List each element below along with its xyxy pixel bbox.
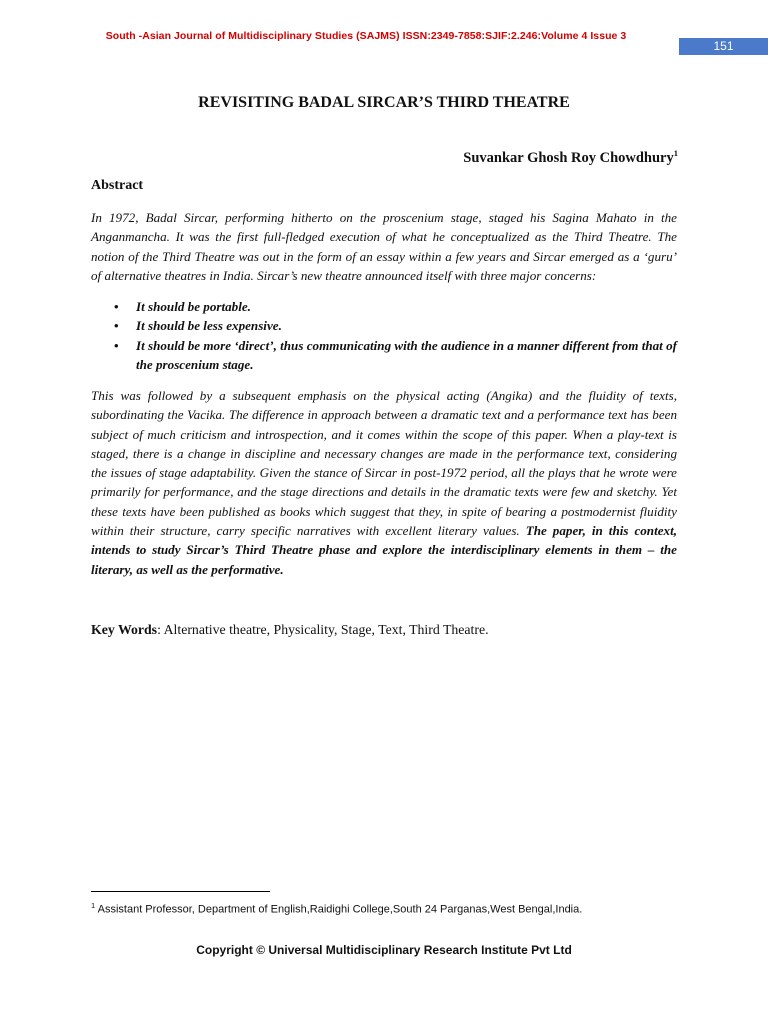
concern-item-direct: • It should be more ‘direct’, thus communicating with the audience in a manner different from that of the proscenium stage. — [91, 336, 677, 375]
keywords-text: : Alternative theatre, Physicality, Stage, Text, Third Theatre. — [157, 622, 489, 637]
abstract-paragraph-2 — [91, 386, 677, 579]
journal-header: South -Asian Journal of Multidisciplinary Studies (SAJMS) ISSN:2349-7858:SJIF:2.246:Volume 4 Issue 3 — [105, 30, 627, 42]
page-number-badge: 151 — [679, 38, 768, 55]
concerns-list — [91, 297, 677, 374]
footnote-divider — [91, 891, 270, 892]
author-footnote-marker[interactable]: 1 — [673, 148, 678, 158]
footnote-text: Assistant Professor, Department of English,Raidighi College,South 24 Parganas,West Bengal,India. — [95, 903, 583, 916]
footnote-marker: 1 — [91, 901, 96, 910]
author-name: Suvankar Ghosh Roy Chowdhury — [463, 149, 674, 166]
concern-item-less-expensive: • It should be less expensive. — [91, 316, 677, 335]
abstract-paragraph-2-text: This was followed by a subsequent emphasis on the physical acting (Angika) and the fluidity of texts, subordinating the Vacika. The difference in approach between a dramatic text and a performance text has been subject of much criticism and introspection, and it comes within the scope of this paper. When a play-text is staged, there is a change in discipline and necessary changes are made in the performance text, considering the issues of stage adaptability. Given the stance of Sircar in post-1972 period, all the plays that he wrote were primarily for performance, and the stage directions and details in the dramatic texts were few and sketchy. Yet these texts have been published as books which suggest that they, in spite of bearing a postmodernist fluidity within their structure, carry specific narratives with excellent literary values. — [91, 388, 677, 539]
keywords-label: Key Words — [91, 622, 158, 637]
copyright-footer: Copyright © Universal Multidisciplinary Research Institute Pvt Ltd — [196, 943, 572, 957]
author-line — [463, 148, 678, 167]
abstract-heading: Abstract — [91, 178, 144, 193]
footnote — [91, 901, 582, 916]
abstract-paragraph-2-emphasis: The paper, in this context, intends to study Sircar’s Third Theatre phase and explore the interdisciplinary elements in them – the literary, as well as the performative. — [91, 523, 677, 577]
concern-item-portable: • It should be portable. — [91, 297, 677, 316]
article-title: REVISITING BADAL SIRCAR’S THIRD THEATRE — [198, 94, 570, 111]
abstract-paragraph-1: In 1972, Badal Sircar, performing hitherto on the proscenium stage, staged his Sagina Mahato in the Anganmancha. It was the first full-fledged execution of what he conceptualized as the Third Theatre. The notion of the Third Theatre was out in the form of an essay within a few years and Sircar emerged as a ‘guru’ of alternative theatres in India. Sircar’s new theatre announced itself with three major concerns: — [91, 210, 677, 283]
keywords-line — [91, 622, 489, 638]
